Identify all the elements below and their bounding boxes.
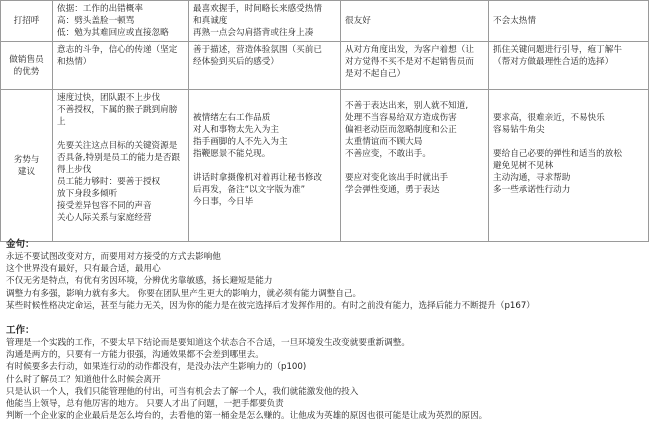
cell-line: 指鞭愿景不能兑现。 bbox=[193, 149, 271, 159]
cell-line: 太重情谊而不顾大局 bbox=[345, 137, 423, 147]
cell-line: 偏袒老动臣而忽略制度和公正 bbox=[345, 125, 457, 135]
work-line: 管理是一个实践的工作，不要太早下结论而是要知道这个状态合不合适，一旦环境发生改变就要重新调整。 bbox=[6, 338, 410, 348]
cell-line: 意志的斗争，信心的传递（坚定 bbox=[57, 45, 178, 55]
table-cell bbox=[341, 1, 489, 42]
work-line: 他能当上领导，总有他厉害的地方。 只要人才出了问题，一把手都要负责 bbox=[6, 399, 284, 410]
quote-line: 调整力有多强，影响力就有多大。 你要在团队里产生更大的影响力，就必须有能力调整自己。 bbox=[6, 288, 362, 299]
work-line: 什么时了解员工？知道他什么时候会离开 bbox=[6, 374, 161, 385]
quotes-title: 金句： bbox=[6, 239, 35, 250]
work-line: 只是认识一个人，我们只能管理他的付出，可当有机会去了解一个人，我们就能激发他的投入 bbox=[6, 386, 359, 397]
work-title: 工作： bbox=[6, 325, 35, 336]
cell-line: 和热情） bbox=[57, 57, 92, 67]
cell-line: 被情绪左右工作品质 bbox=[193, 113, 271, 123]
cell-line: 要应对变化该出手时就出手 bbox=[345, 173, 449, 183]
cell-line: 避免见树不见林 bbox=[493, 161, 554, 171]
cell-line: 学会弹性变通，勇于表达 bbox=[345, 185, 440, 195]
row-label-text: 打招呼 bbox=[13, 16, 40, 26]
work-section bbox=[6, 324, 646, 422]
row-label bbox=[1, 1, 53, 42]
table-row bbox=[1, 1, 649, 42]
cell-line: 先要关注这点目标的关键资源是 bbox=[57, 141, 178, 151]
cell-line: 要给自己必要的弹性和适当的放松 bbox=[493, 149, 622, 159]
row-label bbox=[1, 42, 53, 90]
spacer bbox=[193, 160, 336, 172]
cell-line: 是对不起自己） bbox=[345, 69, 406, 79]
table-cell bbox=[189, 1, 341, 42]
cell-line: 速度过快，团队跟不上步伐 bbox=[57, 93, 161, 103]
cell-line: 依据：工作的出错概率 bbox=[57, 4, 143, 14]
cell-line: 得上步伐 bbox=[57, 165, 92, 175]
cell-line: 员工能力够时：要善于授权 bbox=[57, 177, 161, 187]
cell-line: 不会太热情 bbox=[493, 16, 536, 26]
cell-line: 高：劈头盖脸一顿骂 bbox=[57, 16, 135, 26]
cell-line: 很友好 bbox=[345, 16, 371, 26]
cell-line: 对人和事物太先入为主 bbox=[193, 125, 279, 135]
cell-line: 指手画脚的人不先入为主 bbox=[193, 137, 288, 147]
cell-line: 对方觉得不买不是对不起销售员而 bbox=[345, 57, 474, 67]
cell-line: 上 bbox=[57, 117, 66, 127]
cell-line: 容易钻牛角尖 bbox=[493, 125, 545, 135]
cell-line: 经体验到买后的感受） bbox=[193, 57, 279, 67]
cell-line: 抓住关键问题进行引导，疱丁解牛 bbox=[493, 45, 622, 55]
cell-line: 讲话时拿摄像机对着再让秘书修改 bbox=[193, 173, 322, 183]
quote-line: 永远不要试图改变对方，而要用对方接受的方式去影响他 bbox=[6, 252, 221, 262]
row-label-text: 做销售员 bbox=[9, 54, 44, 65]
work-line: 有时候要多去行动，如果连行动的动作都没有，是没办法产生影响力的（p100) bbox=[6, 362, 307, 373]
row-label-text: 建议 bbox=[17, 166, 36, 177]
cell-line: 关心人际关系与家庭经营 bbox=[57, 213, 152, 223]
row-label bbox=[1, 90, 53, 242]
cell-line: 从对方角度出发，为客户着想（让 bbox=[345, 45, 474, 55]
table-cell bbox=[53, 90, 189, 242]
cell-line: 处理不当容易给双方造成伤害 bbox=[345, 113, 457, 123]
cell-line: 不善于表达出来，别人就不知道, bbox=[345, 101, 469, 111]
table-row bbox=[1, 42, 649, 90]
cell-line: 今日事，今日毕 bbox=[193, 197, 254, 207]
cell-line: 要求高，很难亲近，不易快乐 bbox=[493, 113, 605, 123]
quote-line: 这个世界没有最好，只有最合适，最用心 bbox=[6, 264, 161, 275]
cell-line: 善于描述，营造体验氛围（买前已 bbox=[193, 45, 322, 55]
work-line: 沟通是两方的，只要有一方能力很强，沟通效果都不会差到哪里去。 bbox=[6, 350, 264, 361]
cell-line: （帮对方做最理性合适的选择） bbox=[493, 57, 614, 67]
cell-line: 接受差异包容不同的声音 bbox=[57, 201, 152, 211]
table-cell bbox=[341, 42, 489, 90]
cell-line: 低：勉为其难回应或直接忽略 bbox=[57, 28, 169, 38]
cell-line: 主动沟通，寻求帮助 bbox=[493, 173, 571, 183]
table-cell bbox=[189, 90, 341, 242]
quote-line: 不仅无劣是特点，有优有劣因环境，分辨优劣靠敏感，扬长避短是能力 bbox=[6, 276, 273, 287]
quote-line: 某些时候性格决定命运，甚至与能力无关，因为你的能力是在彼完选择后才发挥作用的。有时之前没有能力，选择后能力不断提升（p167） bbox=[6, 300, 535, 311]
table-cell bbox=[341, 90, 489, 242]
table-cell bbox=[489, 1, 649, 42]
cell-line: 再熟一点会勾肩搭背或往身上凑 bbox=[193, 28, 314, 38]
cell-line: 否具备,特别是员工的能力是否跟 bbox=[57, 153, 181, 163]
cell-line: 不善授权，下属的猴子跳到肩膀 bbox=[57, 105, 178, 115]
work-line: 判断一个企业家的企业最后是怎么垮台的，去看他的第一桶金是怎么赚的。让他成为英雄的原因也很可能是让成为英烈的原因。 bbox=[6, 411, 488, 422]
row-label-text: 的优势 bbox=[13, 66, 40, 77]
table-row bbox=[1, 90, 649, 242]
spacer bbox=[345, 160, 484, 172]
table-cell bbox=[53, 1, 189, 42]
spacer bbox=[57, 128, 184, 140]
spacer bbox=[493, 136, 644, 148]
table-cell bbox=[489, 90, 649, 242]
cell-line: 最喜欢握手，时间略长来感受热情 bbox=[193, 4, 322, 14]
cell-line: 不善应变，不敢出手。 bbox=[345, 149, 431, 159]
cell-line: 多一些承诺性行动力 bbox=[493, 185, 571, 195]
cell-line: 和真诚度 bbox=[193, 16, 228, 26]
table-cell bbox=[53, 42, 189, 90]
cell-line: 放下身段多倾听 bbox=[57, 189, 118, 199]
table-cell bbox=[189, 42, 341, 90]
table-cell bbox=[489, 42, 649, 90]
cell-line: 后再发，备注“以文字版为准” bbox=[193, 185, 306, 195]
quotes-section bbox=[6, 238, 646, 312]
row-label-text: 劣势与 bbox=[13, 154, 40, 165]
